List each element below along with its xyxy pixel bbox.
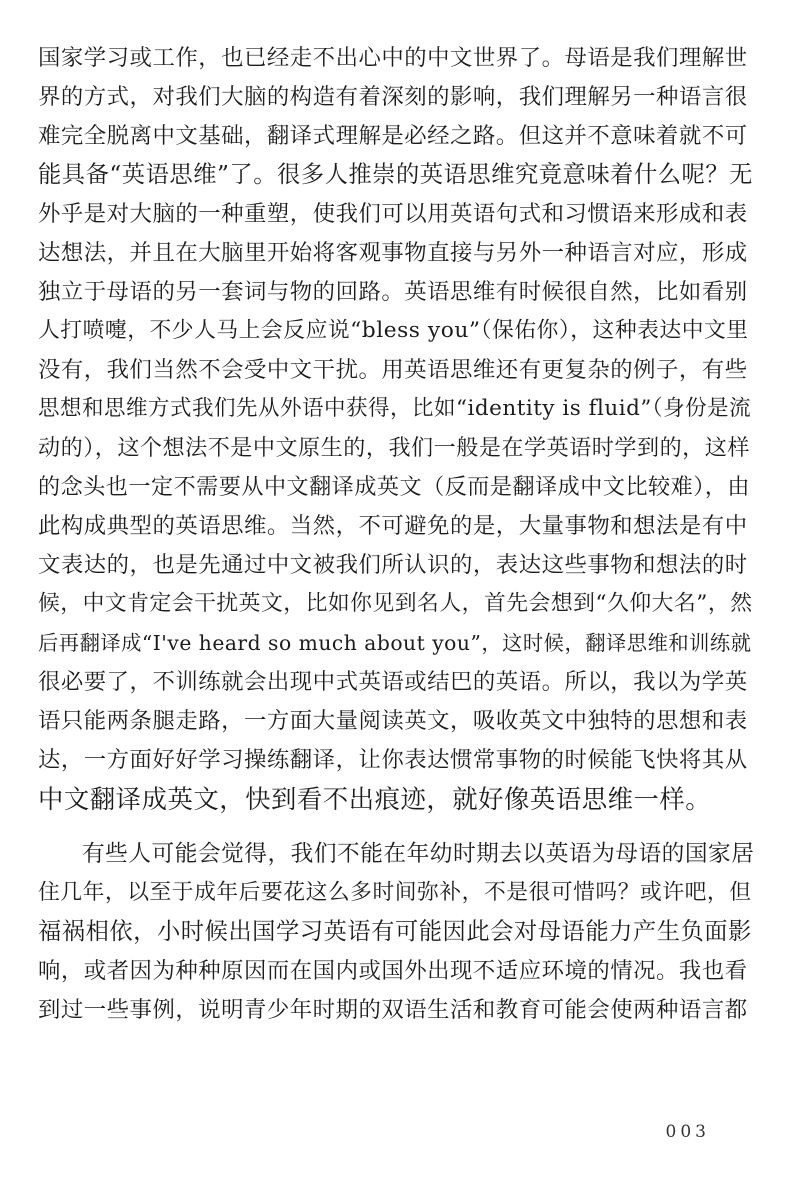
text-line: 的念头也一定不需要从中文翻译成英文（反而是翻译成中文比较难），由 [38,474,750,500]
text-line: 文表达的，也是先通过中文被我们所认识的，表达这些事物和想法的时 [38,552,748,578]
text-line: 达想法，并且在大脑里开始将客观事物直接与另外一种语言对应，形成 [38,240,748,266]
text-line: 住几年，以至于成年后要花这么多时间弥补，不是很可惜吗？或许吧，但 [38,880,752,905]
text-line: 思想和思维方式我们先从外语中获得，比如“identity is fluid”（身份是流 [38,396,752,421]
text-line: 界的方式，对我们大脑的构造有着深刻的影响，我们理解另一种语言很 [38,84,748,110]
text-line: 难完全脱离中文基础，翻译式理解是必经之路。但这并不意味着就不可 [38,123,748,149]
text-line: 后再翻译成“I've heard so much about you”，这时候，翻译思维和训练就 [38,631,752,655]
text-line: 候，中文肯定会干扰英文，比如你见到名人，首先会想到“久仰大名”，然 [38,591,753,616]
text-line: 很必要了，不训练就会出现中式英语或结巴的英语。所以，我以为学英 [38,669,748,695]
text-line: 达，一方面好好学习操练翻译，让你表达惯常事物的时候能飞快将其从 [38,747,748,773]
text-line: 独立于母语的另一套词与物的回路。英语思维有时候很自然，比如看别 [38,279,748,305]
text-line: 到过一些事例，说明青少年时期的双语生活和教育可能会使两种语言都 [38,997,748,1023]
text-line: 没有，我们当然不会受中文干扰。用英语思维还有更复杂的例子，有些 [38,357,748,383]
text-line: 语只能两条腿走路，一方面大量阅读英文，吸收英文中独特的思想和表 [38,708,748,734]
text-line: 响，或者因为种种原因而在国内或国外出现不适应环境的情况。我也看 [38,958,748,984]
text-line: 外乎是对大脑的一种重塑，使我们可以用英语句式和习惯语来形成和表 [38,201,748,227]
text-line: 有些人可能会觉得，我们不能在年幼时期去以英语为母语的国家居 [82,841,754,867]
text-line: 动的），这个想法不是中文原生的，我们一般是在学英语时学到的，这样 [38,435,750,461]
text-line: 能具备“英语思维”了。很多人推崇的英语思维究竟意味着什么呢？无 [38,161,753,188]
page-number: 003 [665,1122,710,1142]
book-page [38,40,754,1140]
text-line: 人打喷嚏，不少人马上会反应说“bless you”（保佑你），这种表达中文里 [38,318,749,343]
text-line: 此构成典型的英语思维。当然，不可避免的是，大量事物和想法是有中 [38,513,748,539]
text-line: 福祸相依，小时候出国学习英语有可能因此会对母语能力产生负面影 [38,918,752,945]
text-line: 国家学习或工作，也已经走不出心中的中文世界了。母语是我们理解世 [38,45,748,71]
text-line: 中文翻译成英文，快到看不出痕迹，就好像英语思维一样。 [38,784,712,814]
